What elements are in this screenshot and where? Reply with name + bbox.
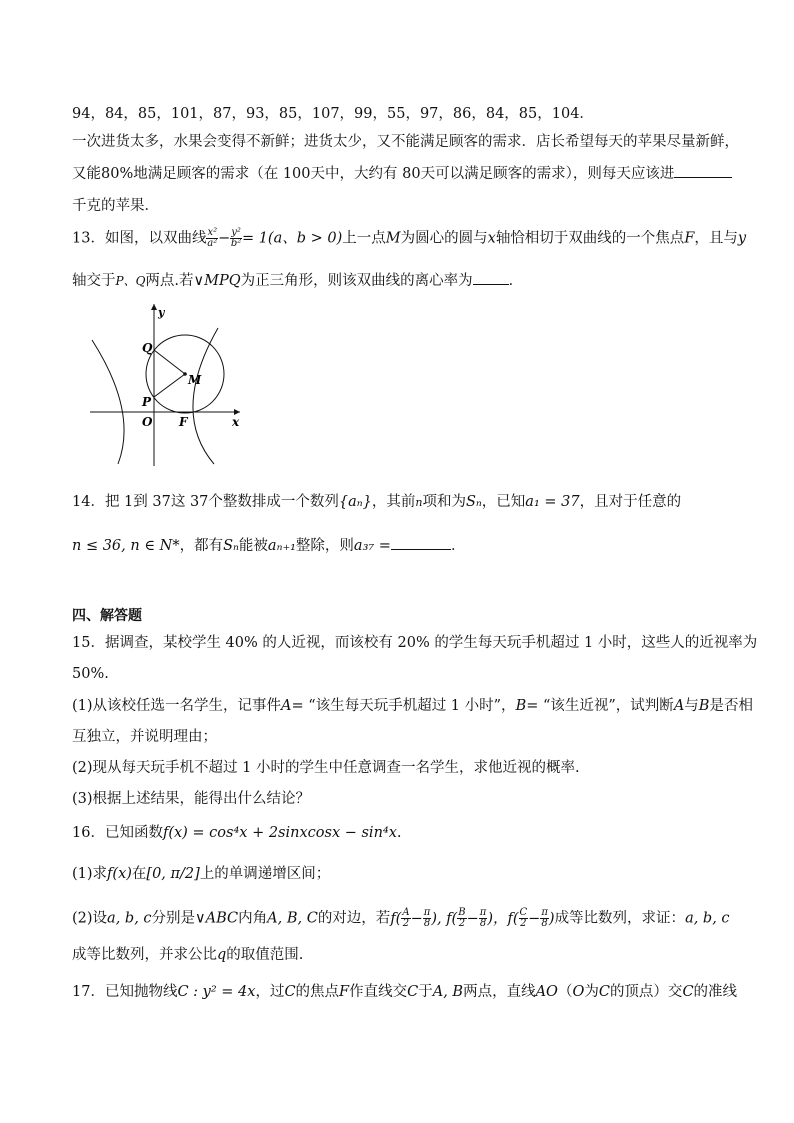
question-13-line1: 13．如图，以双曲线 $\frac{\text{x²}}{\text{a²}}$ − $\frac{\text{y²}}{\text{b²}}$ = 1(a、b > 0)上一点M为圆心的圆与x轴恰相切于双曲线的一个焦点F，且与y — [72, 227, 747, 249]
q15-text: 是否相 — [709, 698, 753, 714]
label-Q: Q — [142, 341, 153, 355]
question-14-line1 — [72, 492, 732, 513]
denominator: b² — [230, 238, 242, 249]
q17-text: 于 — [418, 984, 433, 1000]
paragraph-text: 千克的苹果． — [72, 198, 159, 214]
q17-text: 的准线 — [693, 984, 738, 1000]
q16-text: 成等比数列，并求公比 — [72, 947, 217, 963]
question-16-line4 — [72, 945, 732, 965]
q15-text: (1)从该校任选一名学生，记事件 — [72, 698, 282, 714]
q15-text: 15．据调查，某校学生 40% 的人近视，而该校有 20% 的学生每天玩手机超过 1 小时，这些人的近视率为 — [72, 635, 758, 651]
q13-text: 为正三角形，则该双曲线的离心率为 — [240, 273, 473, 289]
q14-text: 14．把 1到 37这 37个整数排成一个数列 — [72, 494, 339, 510]
label-O: O — [142, 415, 153, 429]
math-symbol: n ≤ 36, n ∈ N* — [72, 538, 180, 554]
numerator: B — [458, 907, 466, 918]
q15-text: 50%. — [72, 666, 109, 682]
math-symbol: q — [217, 947, 227, 963]
math-symbol: x — [487, 230, 496, 247]
numerator: π — [423, 907, 431, 918]
label-M: M — [188, 373, 202, 387]
q16-text: 的对边，若 — [317, 910, 391, 927]
math-symbol: y — [737, 230, 747, 247]
question-15-line5 — [72, 758, 732, 778]
section-title: 四、解答题 — [72, 608, 142, 624]
math-symbol: {aₙ} — [338, 494, 372, 510]
fraction — [230, 228, 242, 249]
q14-text: 整除，则 — [295, 538, 354, 554]
q16-text: 16．已知函数 — [72, 825, 163, 841]
denominator: 8 — [479, 918, 487, 929]
numerator: y² — [231, 227, 241, 238]
math-symbol: C — [284, 984, 296, 1000]
question-14-line2 — [72, 535, 732, 556]
q13-text: 13．如图，以双曲线 — [72, 230, 207, 247]
q17-text: 17．已知抛物线 — [72, 984, 178, 1000]
math-symbol: A, B, C — [267, 910, 318, 927]
q16-text: (1)求 — [72, 866, 108, 882]
q16-text: 成等比数列，求证： — [554, 910, 686, 927]
q15-text: 互独立，并说明理由； — [72, 729, 217, 745]
q17-text: 两点，直线 — [463, 984, 536, 1000]
paragraph-text: 又能80%地满足顾客的需求（在 100天中，大约有 80天可以满足顾客的需求），则每天应该进 — [72, 166, 675, 182]
math-symbol: Sₙ — [223, 538, 239, 554]
question-15-line2 — [72, 664, 732, 684]
math-symbol: F — [339, 984, 350, 1000]
answer-blank[interactable] — [391, 535, 451, 550]
q17-text: 的焦点 — [295, 984, 340, 1000]
fraction — [457, 908, 466, 929]
denominator: a² — [207, 238, 218, 249]
math-symbol: A, B — [432, 984, 464, 1000]
answer-blank[interactable] — [674, 163, 732, 178]
q16-text: 上的单调递增区间； — [199, 866, 331, 882]
equation-rhs: = 1(a、b > 0) — [241, 230, 343, 247]
question-15-line1 — [72, 633, 758, 653]
data-list-line — [72, 104, 732, 124]
q17-text: 的顶点）交 — [609, 984, 683, 1000]
math-symbol: C — [598, 984, 610, 1000]
q13-text: 上一点 — [342, 230, 386, 247]
math-symbol: Sₙ — [465, 494, 482, 510]
fraction — [519, 908, 529, 929]
segment-PM — [154, 374, 185, 397]
question-15-line6 — [72, 789, 732, 809]
fraction — [401, 908, 410, 929]
math-symbol: F — [684, 230, 695, 247]
math-symbol: [0, π/2] — [146, 866, 200, 882]
q14-text: ，其前 — [371, 494, 416, 510]
denominator: 2 — [458, 918, 466, 929]
point-M — [183, 372, 187, 376]
fraction — [540, 908, 549, 929]
math-symbol: f(x) — [107, 866, 132, 882]
denominator: 8 — [423, 918, 431, 929]
fraction — [206, 228, 218, 249]
paragraph-text: 一次进货太多，水果会变得不新鲜；进货太少，又不能满足顾客的需求．店长希望每天的苹果尽量新鲜， — [72, 134, 739, 150]
q13-text: 为圆心的圆与 — [400, 230, 488, 247]
denominator: 2 — [402, 918, 410, 929]
q13-text: ． — [508, 273, 524, 289]
q14-text: ，且对于任意的 — [579, 494, 682, 510]
q13-text: ，且与 — [694, 230, 738, 247]
numerator: π — [479, 907, 487, 918]
question-16-line2 — [72, 864, 732, 884]
fraction — [479, 908, 488, 929]
math-symbol: O — [572, 984, 585, 1000]
label-y: y — [158, 306, 165, 319]
data-list-text: 94，84，85，101，87，93，85，107，99，55，97，86，84，85，104． — [72, 106, 594, 122]
f-arg-A: f( $\frac{A}{2}$ − $\frac{\pi}{8}$ ), f( $\frac{B}{2}$ − $\frac{\pi}{8}$ )，f( $\frac{C}{2}$ − $\frac{\pi}{8}$ ) — [390, 907, 555, 929]
math-symbol: a, b, c — [107, 910, 152, 927]
math-symbol: a, b, c — [685, 910, 730, 927]
question-15-line3 — [72, 696, 753, 716]
y-axis-arrow — [151, 304, 157, 310]
q15-text: = “该生每天玩手机超过 1 小时”， — [291, 698, 516, 714]
denominator: 2 — [520, 918, 527, 929]
q16-text: 内角 — [238, 910, 268, 927]
answer-blank[interactable] — [473, 270, 509, 285]
denominator: 8 — [541, 918, 548, 929]
math-symbol: ∨ABC — [195, 910, 239, 927]
math-symbol: ∨MPQ — [193, 273, 241, 289]
question-16-line3 — [72, 908, 732, 929]
math-symbol: B — [515, 698, 527, 714]
text-line — [72, 163, 732, 184]
math-symbol: a₃₇ = — [353, 538, 391, 554]
q17-text: 为 — [584, 984, 599, 1000]
q16-text: (2)设 — [72, 910, 108, 927]
math-symbol: a₁ = 37 — [525, 494, 580, 510]
question-17-line1 — [72, 982, 738, 1002]
q14-text: ． — [450, 538, 466, 554]
math-symbol: M — [385, 230, 401, 247]
label-x: x — [232, 415, 240, 429]
q14-text: 能被 — [238, 538, 268, 554]
numerator: A — [402, 907, 410, 918]
math-symbol: A — [673, 698, 685, 714]
q16-text: 在 — [131, 866, 147, 882]
label-F: F — [179, 415, 188, 429]
q13-text: 轴交于 — [72, 273, 116, 289]
text-line — [72, 196, 732, 216]
label-P: P — [142, 395, 152, 409]
q16-text: 分别是 — [151, 910, 196, 927]
q17-text: （ — [557, 984, 573, 1000]
question-16-line1 — [72, 823, 732, 843]
q14-text: ，已知 — [481, 494, 526, 510]
q13-text: 两点.若 — [145, 273, 194, 289]
q16-text: 的取值范围. — [226, 947, 304, 963]
q15-text: (2)现从每天玩手机不超过 1 小时的学生中任意调查一名学生，求他近视的概率. — [72, 760, 580, 776]
math-symbol: A — [281, 698, 292, 714]
math-symbol: f(x) = cos⁴x + 2sinxcosx − sin⁴x — [162, 825, 397, 841]
math-symbol: C : y² = 4x — [177, 984, 256, 1000]
math-symbol: aₙ₊₁ — [267, 538, 296, 554]
question-13-line2 — [72, 270, 732, 291]
numerator: π — [541, 907, 548, 918]
q17-text: 作直线交 — [349, 984, 408, 1000]
q15-text: = “该生近视”，试判断 — [526, 698, 674, 714]
numerator: C — [519, 907, 528, 918]
math-symbol: B — [698, 698, 710, 714]
math-symbol: AO — [535, 984, 558, 1000]
q17-text: ，过 — [255, 984, 285, 1000]
hyperbola-figure — [84, 298, 254, 468]
fraction — [423, 908, 432, 929]
math-symbol: C — [407, 984, 419, 1000]
math-symbol: P、Q — [115, 274, 146, 288]
math-symbol: C — [682, 984, 694, 1000]
q15-text: (3)根据上述结果，能得出什么结论？ — [72, 791, 311, 807]
q14-text: ，都有 — [179, 538, 224, 554]
text-line — [72, 132, 739, 152]
segment-QM — [154, 350, 185, 374]
math-symbol: n — [415, 496, 423, 509]
hyperbola-left-branch — [92, 340, 124, 464]
q15-text: 与 — [684, 698, 699, 714]
section-heading — [72, 606, 732, 626]
question-15-line4 — [72, 727, 732, 747]
q14-text: 项和为 — [422, 494, 466, 510]
q16-text: . — [396, 825, 402, 841]
numerator: x² — [207, 227, 218, 238]
q13-text: 轴恰相切于双曲线的一个焦点 — [495, 230, 685, 247]
